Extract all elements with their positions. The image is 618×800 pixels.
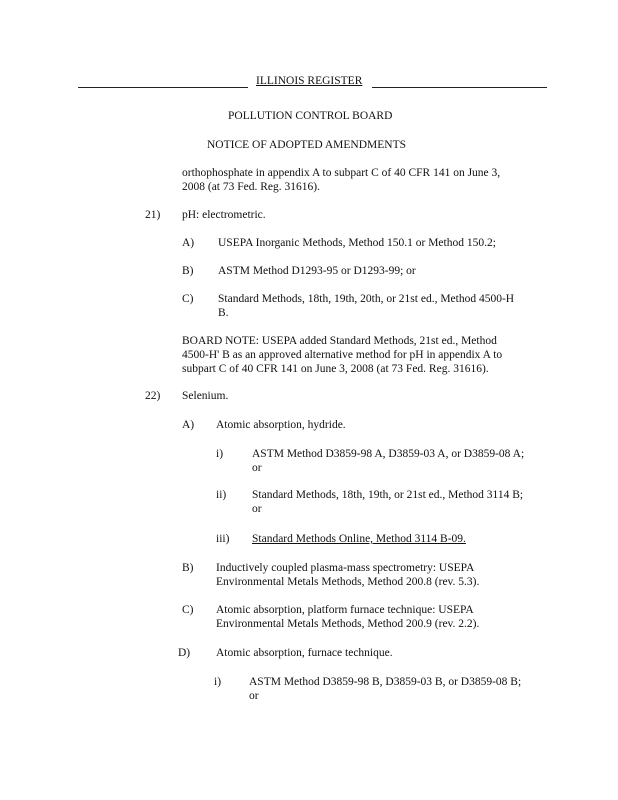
item-22c-line-1: Atomic absorption, platform furnace technique: USEPA — [216, 604, 474, 616]
item-22a-ii-line-1: Standard Methods, 18th, 19th, or 21st ed., Method 3114 B; — [252, 489, 524, 501]
item-22d-i-label: i) — [214, 676, 222, 688]
board-title: POLLUTION CONTROL BOARD — [228, 110, 393, 122]
item-22a-text: Atomic absorption, hydride. — [216, 419, 346, 431]
item-21-title: pH: electrometric. — [182, 209, 266, 221]
header-rule-right — [372, 87, 547, 88]
item-22a-iii-label: iii) — [216, 533, 230, 545]
item-22a-ii-line-2: or — [252, 503, 262, 515]
item-22a-i-line-2: or — [252, 462, 262, 474]
item-21c-line-2: B. — [218, 307, 229, 319]
item-22a-label: A) — [182, 419, 195, 431]
header-rule-left — [78, 87, 248, 88]
item-21-number: 21) — [145, 209, 161, 221]
item-22d-i-line-1: ASTM Method D3859-98 B, D3859-03 B, or D3859-08 B; — [249, 676, 522, 688]
board-note-line-1: BOARD NOTE: USEPA added Standard Methods, 21st ed., Method — [182, 335, 497, 347]
item-22c-line-2: Environmental Metals Methods, Method 200.9 (rev. 2.2). — [216, 618, 480, 630]
item-22a-ii-label: ii) — [216, 489, 227, 501]
item-22b-line-1: Inductively coupled plasma-mass spectrometry: USEPA — [216, 562, 475, 574]
item-22d-text: Atomic absorption, furnace technique. — [216, 647, 393, 659]
register-title: ILLINOIS REGISTER — [256, 75, 363, 87]
item-22d-label: D) — [178, 647, 191, 659]
item-22a-iii-text: Standard Methods Online, Method 3114 B-09. — [252, 533, 466, 545]
item-22a-i-label: i) — [216, 448, 224, 460]
board-note-line-2: 4500-H' B as an approved alternative method for pH in appendix A to — [182, 349, 503, 361]
item-22b-line-2: Environmental Metals Methods, Method 200.8 (rev. 5.3). — [216, 576, 480, 588]
item-21c-label: C) — [182, 293, 194, 305]
board-note-line-3: subpart C of 40 CFR 141 on June 3, 2008 (at 73 Fed. Reg. 31616). — [182, 363, 489, 375]
item-22c-label: C) — [182, 604, 194, 616]
item-22a-i-line-1: ASTM Method D3859-98 A, D3859-03 A, or D3859-08 A; — [252, 448, 525, 460]
item-21b-text: ASTM Method D1293-95 or D1293-99; or — [218, 265, 416, 277]
notice-title: NOTICE OF ADOPTED AMENDMENTS — [207, 139, 407, 151]
item-21a-text: USEPA Inorganic Methods, Method 150.1 or Method 150.2; — [218, 237, 496, 249]
item-21c-line-1: Standard Methods, 18th, 19th, 20th, or 21st ed., Method 4500-H — [218, 293, 515, 305]
item-21a-label: A) — [182, 237, 195, 249]
continuation-line-2: 2008 (at 73 Fed. Reg. 31616). — [182, 181, 320, 193]
item-22-number: 22) — [145, 390, 161, 402]
continuation-line-1: orthophosphate in appendix A to subpart C of 40 CFR 141 on June 3, — [182, 167, 501, 179]
item-22-title: Selenium. — [182, 390, 229, 402]
item-22b-label: B) — [182, 562, 194, 574]
item-22d-i-line-2: or — [249, 690, 259, 702]
item-21b-label: B) — [182, 265, 194, 277]
